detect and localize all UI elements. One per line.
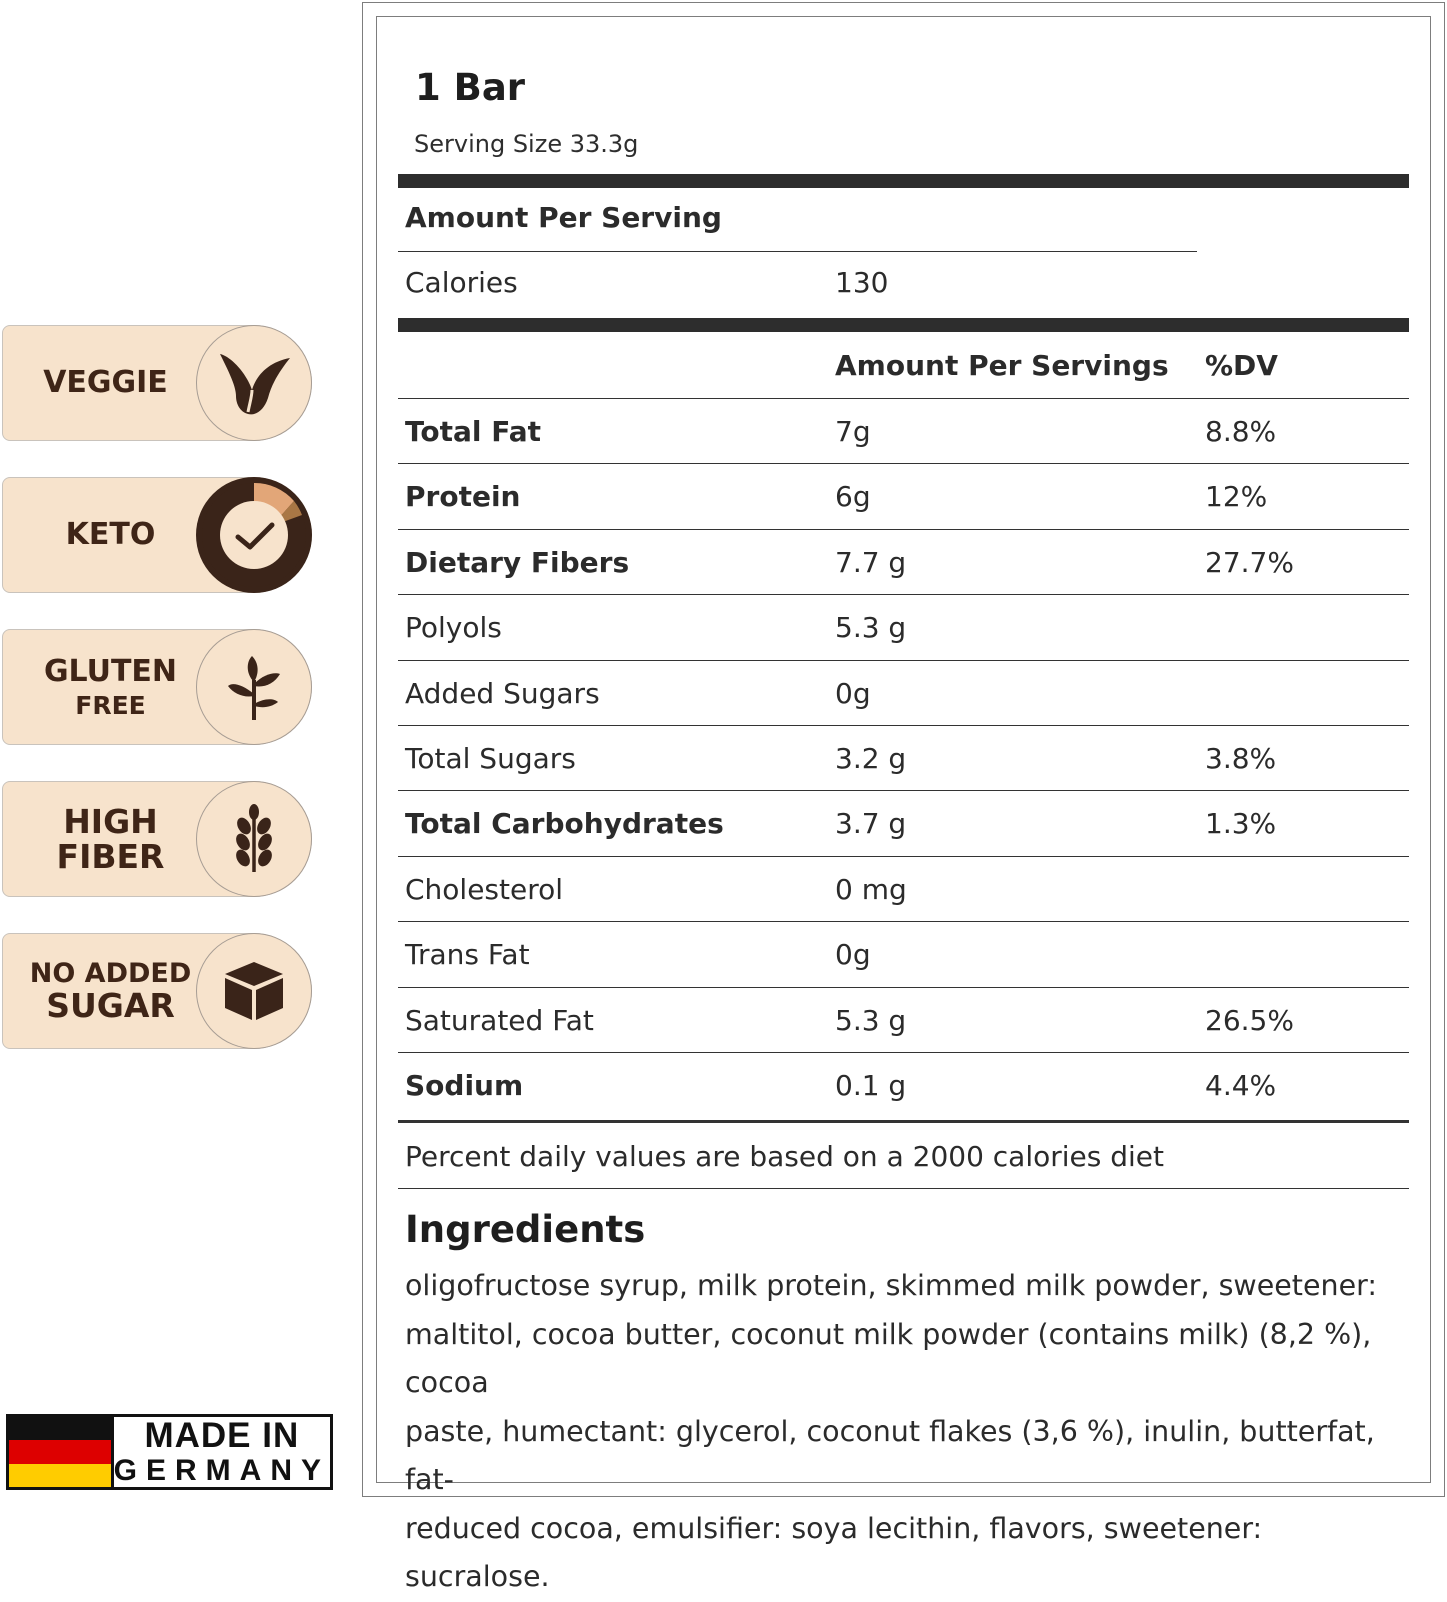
badge-gluten-text-2: FREE (75, 690, 146, 720)
thick-divider (398, 174, 1409, 188)
badge-keto-circle (196, 477, 312, 593)
germany-text: GERMANY (113, 1454, 330, 1487)
divider (398, 1188, 1409, 1189)
badge-sugar-circle (196, 933, 312, 1049)
nutrient-amount: 6g (835, 480, 871, 514)
nutrient-amount: 0g (835, 938, 871, 972)
badge-veggie-text: VEGGIE (43, 365, 168, 400)
nutrient-amount: 3.2 g (835, 742, 907, 775)
nutrient-amount: 0g (835, 676, 871, 710)
divider (398, 398, 1409, 399)
nutrient-name: Total Sugars (405, 742, 576, 775)
badge-veggie-label (3, 326, 208, 440)
badge-high-fiber-label (3, 782, 218, 896)
nutrient-dv: 8.8% (1205, 415, 1277, 448)
divider (398, 1052, 1409, 1053)
plant-icon (224, 652, 284, 722)
nutrient-dv: 27.7% (1205, 545, 1294, 579)
german-flag-icon (9, 1417, 114, 1487)
badge-sugar-text-2: SUGAR (46, 986, 175, 1025)
ingredients-line: oligofructose syrup, milk protein, skimmed milk powder, sweetener: (405, 1269, 1377, 1302)
nutrient-amount: 7.7 g (835, 545, 907, 579)
nutrient-dv: 26.5% (1205, 1003, 1294, 1037)
badge-veggie-circle (196, 325, 312, 441)
thick-divider (398, 1120, 1409, 1123)
box-icon (221, 958, 287, 1024)
badge-keto-label (3, 478, 218, 592)
nutrient-name: Added Sugars (405, 676, 600, 710)
divider (398, 725, 1409, 726)
divider (398, 987, 1409, 988)
nutrient-dv: 1.3% (1205, 807, 1277, 841)
nutrient-amount: 5.3 g (835, 611, 907, 645)
nutrient-name: Total Carbohydrates (405, 807, 724, 841)
ingredients-line: paste, humectant: glycerol, coconut flakes (3,6 %), inulin, butterfat, fat- (405, 1414, 1375, 1496)
nutrient-name: Trans Fat (405, 938, 530, 972)
badge-keto-text: KETO (65, 517, 156, 552)
divider (398, 660, 1409, 661)
nutrient-amount: 5.3 g (835, 1003, 907, 1037)
divider (398, 251, 1197, 252)
nutrient-amount: 7g (835, 415, 871, 448)
nutrient-amount: 0.1 g (835, 1069, 907, 1102)
column-header-dv: %DV (1205, 349, 1278, 382)
badge-gluten-text-1: GLUTEN (43, 653, 178, 689)
ingredients-line: maltitol, cocoa butter, coconut milk powder (contains milk) (8,2 %), cocoa (405, 1317, 1372, 1399)
badge-veggie (2, 325, 312, 441)
ingredients-heading: Ingredients (405, 1208, 646, 1251)
ingredients-text (405, 1262, 1405, 1602)
badge-no-added-sugar-label (3, 934, 218, 1048)
nutrient-name: Total Fat (405, 415, 542, 448)
serving-size: Serving Size 33.3g (414, 130, 639, 158)
nutrient-dv: 4.4% (1205, 1069, 1277, 1102)
badge-gluten-circle (196, 629, 312, 745)
badge-fiber-text-1: HIGH (63, 802, 158, 841)
badge-gluten-free-label (3, 630, 218, 744)
nutrient-dv: 12% (1205, 480, 1268, 514)
nutrient-name: Cholesterol (405, 872, 564, 906)
leaf-icon (212, 346, 296, 420)
badge-fiber-text-2: FIBER (56, 837, 165, 876)
check-ring-icon (198, 479, 310, 591)
nutrient-name: Saturated Fat (405, 1003, 594, 1037)
nutrient-dv: 3.8% (1205, 742, 1277, 775)
daily-value-footnote: Percent daily values are based on a 2000 calories diet (405, 1140, 1165, 1173)
serving-title: 1 Bar (415, 66, 526, 109)
badge-fiber-circle (196, 781, 312, 897)
column-header-amount: Amount Per Servings (835, 349, 1169, 382)
nutrient-name: Dietary Fibers (405, 545, 630, 579)
divider (398, 856, 1409, 857)
made-in-germany-badge (6, 1414, 333, 1490)
divider (398, 790, 1409, 791)
badge-keto (2, 477, 312, 593)
badge-no-added-sugar (2, 933, 312, 1049)
nutrient-name: Polyols (405, 611, 502, 645)
nutrient-name: Sodium (405, 1069, 524, 1102)
nutrient-name: Protein (405, 480, 521, 514)
badge-high-fiber (2, 781, 312, 897)
divider (398, 921, 1409, 922)
ingredients-line: reduced cocoa, emulsifier: soya lecithin, flavors, sweetener: sucralose. (405, 1511, 1263, 1593)
nutrient-amount: 3.7 g (835, 807, 907, 841)
amount-per-serving-heading: Amount Per Serving (405, 201, 722, 234)
nutrient-amount: 0 mg (835, 872, 907, 906)
made-in-germany-text (114, 1417, 330, 1487)
badge-sugar-text-1: NO ADDED (29, 958, 192, 989)
calories-label: Calories (405, 266, 518, 299)
divider (398, 463, 1409, 464)
divider (398, 594, 1409, 595)
thick-divider (398, 318, 1409, 332)
calories-value: 130 (835, 266, 889, 299)
divider (398, 529, 1409, 530)
made-in-text: MADE IN (144, 1416, 300, 1455)
wheat-icon (229, 804, 279, 874)
badge-gluten-free (2, 629, 312, 745)
